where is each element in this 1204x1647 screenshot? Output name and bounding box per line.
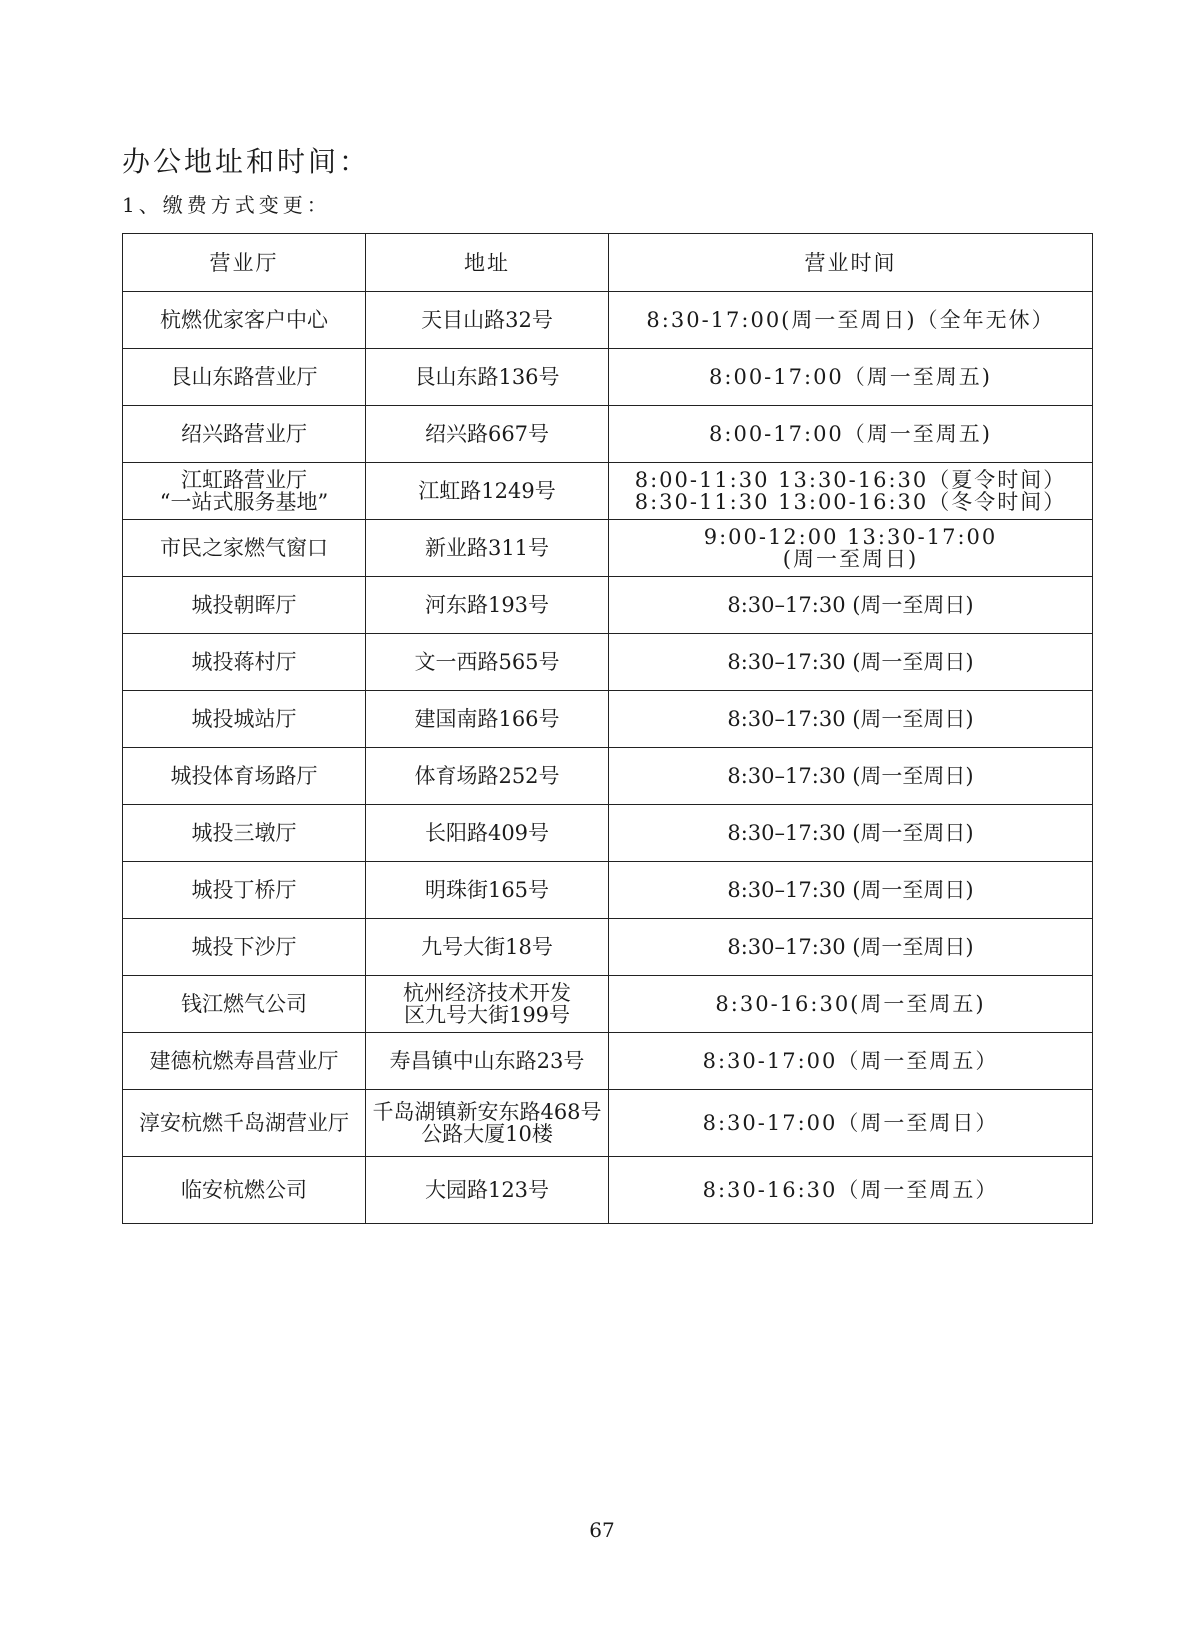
- cell-address-text: 杭州经济技术开发 区九号大街199号: [403, 981, 571, 1027]
- cell-hours-text: 8:00-11:30 13:30-16:30（夏令时间） 8:30-11:30 13:00-16:30（冬令时间）: [634, 468, 1067, 514]
- cell-hall-name: [123, 919, 366, 976]
- cell-hall-name-text: 市民之家燃气窗口: [160, 536, 328, 560]
- cell-hours-text: 8:30-17:00（周一至周五）: [702, 1049, 999, 1073]
- cell-hours: [609, 691, 1093, 748]
- cell-hall-name-text: 艮山东路营业厅: [170, 365, 318, 389]
- cell-address-text: 新业路311号: [424, 536, 550, 560]
- cell-hours-text: 8:00-17:00（周一至周五): [709, 365, 992, 389]
- cell-hall-name: [123, 1157, 366, 1224]
- table-row: [123, 748, 1093, 805]
- cell-address-text: 绍兴路667号: [424, 422, 550, 446]
- table-row: [123, 1157, 1093, 1224]
- table-row: [123, 406, 1093, 463]
- cell-hours: [609, 406, 1093, 463]
- cell-hall-name: [123, 520, 366, 577]
- office-hours-table: [122, 233, 1093, 1224]
- cell-hours: [609, 577, 1093, 634]
- table-row: [123, 805, 1093, 862]
- cell-address: [366, 1033, 609, 1090]
- cell-address: [366, 691, 609, 748]
- cell-hall-name: [123, 976, 366, 1033]
- column-header-address: 地址: [366, 234, 609, 292]
- page-title: 办公地址和时间：: [122, 145, 371, 178]
- cell-hall-name-text: 建德杭燃寿昌营业厅: [149, 1049, 339, 1073]
- cell-hall-name-text: 杭燃优家客户中心: [160, 308, 328, 332]
- cell-hours-text: 8:30–17:30 (周一至周日): [727, 764, 974, 788]
- cell-address-text: 江虹路1249号: [418, 479, 556, 503]
- cell-hall-name-text: 临安杭燃公司: [181, 1178, 307, 1202]
- cell-address: [366, 463, 609, 520]
- cell-hours: [609, 634, 1093, 691]
- cell-hours: [609, 919, 1093, 976]
- cell-address: [366, 1157, 609, 1224]
- cell-hours: [609, 1157, 1093, 1224]
- cell-hall-name: [123, 349, 366, 406]
- cell-address: [366, 577, 609, 634]
- cell-hours-text: 8:30–17:30 (周一至周日): [727, 593, 974, 617]
- cell-hours: [609, 463, 1093, 520]
- cell-hall-name-text: 城投丁桥厅: [191, 878, 297, 902]
- cell-hall-name-text: 城投下沙厅: [191, 935, 297, 959]
- cell-hall-name-text: 绍兴路营业厅: [181, 422, 307, 446]
- cell-address: [366, 406, 609, 463]
- cell-hall-name-text: 城投蒋村厅: [191, 650, 297, 674]
- cell-address: [366, 805, 609, 862]
- cell-address: [366, 919, 609, 976]
- table-row: [123, 520, 1093, 577]
- cell-hall-name: [123, 1033, 366, 1090]
- cell-address-text: 寿昌镇中山东路23号: [389, 1049, 585, 1073]
- cell-address: [366, 976, 609, 1033]
- cell-hours-text: 8:30-16:30（周一至周五）: [702, 1178, 999, 1202]
- cell-hours-text: 8:30–17:30 (周一至周日): [727, 878, 974, 902]
- cell-address: [366, 520, 609, 577]
- cell-hours-text: 8:30–17:30 (周一至周日): [727, 935, 974, 959]
- cell-hall-name: [123, 406, 366, 463]
- cell-hall-name: [123, 1090, 366, 1157]
- cell-address: [366, 634, 609, 691]
- table-row: [123, 976, 1093, 1033]
- table-header-row: [123, 234, 1093, 292]
- table-row: [123, 919, 1093, 976]
- cell-hall-name-text: 城投朝晖厅: [191, 593, 297, 617]
- cell-address-text: 长阳路409号: [424, 821, 550, 845]
- cell-address-text: 明珠街165号: [424, 878, 550, 902]
- cell-address-text: 九号大街18号: [421, 935, 553, 959]
- table-row: [123, 1033, 1093, 1090]
- cell-hall-name: [123, 463, 366, 520]
- cell-address-text: 体育场路252号: [414, 764, 560, 788]
- cell-hall-name: [123, 691, 366, 748]
- cell-address-text: 天目山路32号: [421, 308, 553, 332]
- cell-address: [366, 1090, 609, 1157]
- cell-hall-name-text: 城投体育场路厅: [170, 764, 318, 788]
- cell-hall-name: [123, 577, 366, 634]
- cell-address: [366, 349, 609, 406]
- table-row: [123, 862, 1093, 919]
- cell-hours-text: 8:30–17:30 (周一至周日): [727, 650, 974, 674]
- page-number: 67: [589, 1518, 615, 1542]
- cell-hours: [609, 1033, 1093, 1090]
- cell-hours: [609, 1090, 1093, 1157]
- table-row: [123, 349, 1093, 406]
- table-row: [123, 463, 1093, 520]
- cell-hours-text: 8:30-17:00(周一至周日)（全年无休）: [646, 308, 1055, 332]
- cell-hall-name: [123, 748, 366, 805]
- cell-hours-text: 8:30–17:30 (周一至周日): [727, 707, 974, 731]
- cell-hours-text: 8:30-16:30(周一至周五): [715, 992, 986, 1016]
- cell-address: [366, 748, 609, 805]
- cell-hall-name-text: 淳安杭燃千岛湖营业厅: [139, 1111, 349, 1135]
- column-header-hall: 营业厅: [123, 234, 366, 292]
- cell-hours: [609, 349, 1093, 406]
- table-row: [123, 691, 1093, 748]
- table-row: [123, 1090, 1093, 1157]
- cell-hours: [609, 976, 1093, 1033]
- section-subtitle: 1、缴费方式变更：: [122, 193, 331, 217]
- cell-hours: [609, 862, 1093, 919]
- cell-hall-name-text: 江虹路营业厅 “一站式服务基地”: [159, 468, 329, 514]
- table-row: [123, 634, 1093, 691]
- cell-hours: [609, 805, 1093, 862]
- cell-hall-name: [123, 862, 366, 919]
- column-header-hours: 营业时间: [609, 234, 1093, 292]
- cell-hours-text: 8:30–17:30 (周一至周日): [727, 821, 974, 845]
- cell-hours: [609, 748, 1093, 805]
- cell-hall-name: [123, 805, 366, 862]
- cell-address-text: 河东路193号: [424, 593, 550, 617]
- cell-address-text: 建国南路166号: [414, 707, 560, 731]
- cell-address-text: 文一西路565号: [414, 650, 560, 674]
- cell-hall-name: [123, 634, 366, 691]
- cell-hall-name-text: 城投城站厅: [191, 707, 297, 731]
- cell-address-text: 大园路123号: [424, 1178, 550, 1202]
- cell-hall-name: [123, 292, 366, 349]
- table-row: [123, 292, 1093, 349]
- cell-hours-text: 8:30-17:00（周一至周日）: [702, 1111, 999, 1135]
- cell-hall-name-text: 城投三墩厅: [191, 821, 297, 845]
- cell-hours-text: 9:00-12:00 13:30-17:00 (周一至周日): [703, 525, 998, 571]
- cell-hall-name-text: 钱江燃气公司: [181, 992, 307, 1016]
- table-row: [123, 577, 1093, 634]
- cell-address-text: 千岛湖镇新安东路468号 公路大厦10楼: [372, 1100, 602, 1146]
- cell-address-text: 艮山东路136号: [414, 365, 560, 389]
- cell-hours-text: 8:00-17:00（周一至周五): [709, 422, 992, 446]
- cell-hours: [609, 520, 1093, 577]
- cell-address: [366, 292, 609, 349]
- cell-hours: [609, 292, 1093, 349]
- cell-address: [366, 862, 609, 919]
